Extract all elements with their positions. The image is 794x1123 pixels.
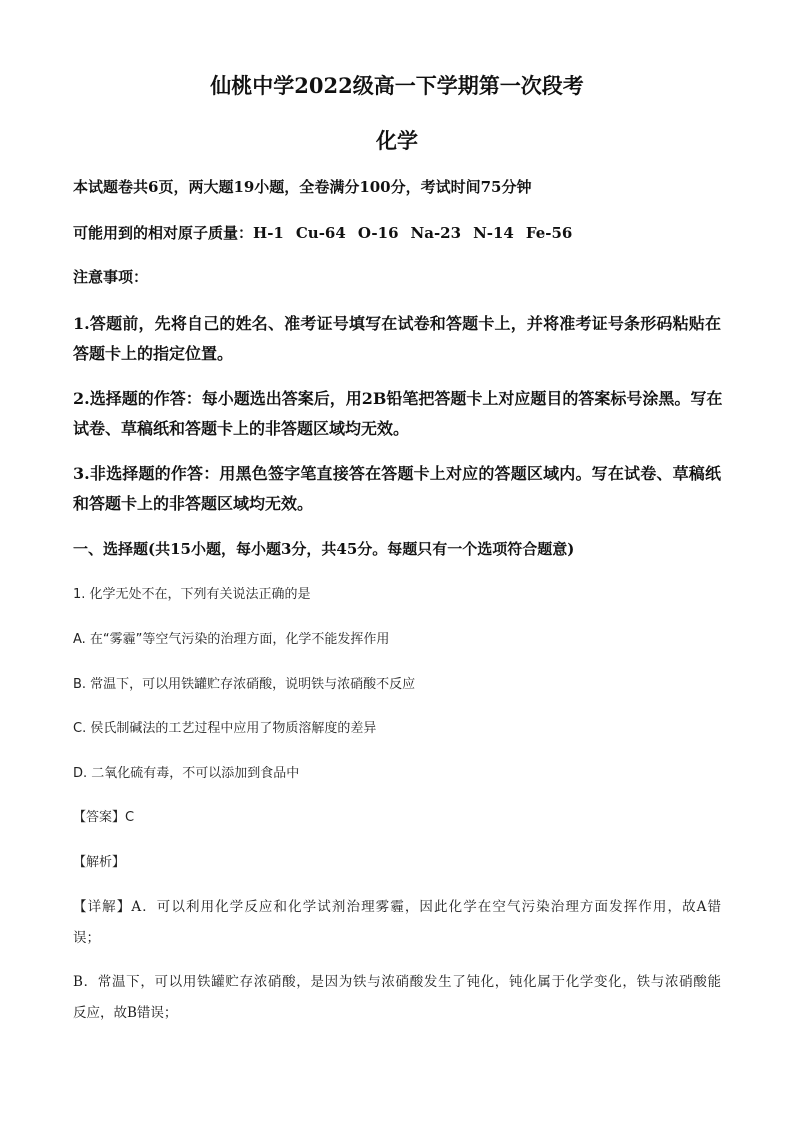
question-1-analysis-label: 【解析】 xyxy=(73,855,126,870)
note-2-line-2: 试卷、草稿纸和答题卡上的非答题区域均无效。 xyxy=(73,419,410,438)
atomic-mass-line xyxy=(73,222,584,243)
detail-b-line-1: B．常温下，可以用铁罐贮存浓硝酸，是因为铁与浓硝酸发生了钝化，钝化属于化学变化，铁与浓硝酸能 xyxy=(73,974,721,990)
detail-a-line-1: 【详解】A．可以利用化学反应和化学试剂治理雾霾，因此化学在空气污染治理方面发挥作用，故A错 xyxy=(73,899,721,915)
question-1-option-a: A. 在“雾霾”等空气污染的治理方面，化学不能发挥作用 xyxy=(73,632,390,647)
question-1-option-b: B. 常温下，可以用铁罐贮存浓硝酸，说明铁与浓硝酸不反应 xyxy=(73,677,416,692)
detail-b-line-2: 反应，故B错误； xyxy=(73,1005,178,1021)
exam-summary: 本试题卷共6页，两大题19小题，全卷满分100分，考试时间75分钟 xyxy=(73,178,532,196)
note-1-line-2: 答题卡上的指定位置。 xyxy=(73,344,234,363)
note-3-line-2: 和答题卡上的非答题区域均无效。 xyxy=(73,494,314,513)
question-1-stem: 1. 化学无处不在，下列有关说法正确的是 xyxy=(73,587,311,602)
exam-title: 仙桃中学2022级高一下学期第一次段考 xyxy=(210,73,584,98)
question-1-option-c: C. 侯氏制碱法的工艺过程中应用了物质溶解度的差异 xyxy=(73,721,377,736)
notes-heading: 注意事项： xyxy=(73,268,149,286)
atomic-mass-n: N-14 xyxy=(473,224,514,242)
atomic-mass-label: 可能用到的相对原子质量： xyxy=(73,224,254,242)
atomic-mass-h: H-1 xyxy=(253,224,284,242)
note-2-line-1: 2.选择题的作答：每小题选出答案后，用2B铅笔把答题卡上对应题目的答案标号涂黑。写在 xyxy=(73,389,723,408)
question-1-option-d: D. 二氧化硫有毒，不可以添加到食品中 xyxy=(73,766,300,781)
question-1-answer: 【答案】C xyxy=(73,810,135,825)
subject-title: 化学 xyxy=(376,128,418,153)
note-3-line-1: 3.非选择题的作答：用黑色签字笔直接答在答题卡上对应的答题区域内。写在试卷、草稿纸 xyxy=(73,464,721,483)
section-heading: 一、选择题(共15小题，每小题3分，共45分。每题只有一个选项符合题意) xyxy=(73,540,575,558)
atomic-mass-cu: Cu-64 xyxy=(295,224,346,242)
detail-a-line-2: 误； xyxy=(73,930,100,946)
atomic-mass-o: O-16 xyxy=(357,224,399,242)
atomic-mass-fe: Fe-56 xyxy=(525,224,573,242)
note-1-line-1: 1.答题前，先将自己的姓名、准考证号填写在试卷和答题卡上，并将准考证号条形码粘贴在 xyxy=(73,314,721,333)
atomic-mass-na: Na-23 xyxy=(410,224,462,242)
